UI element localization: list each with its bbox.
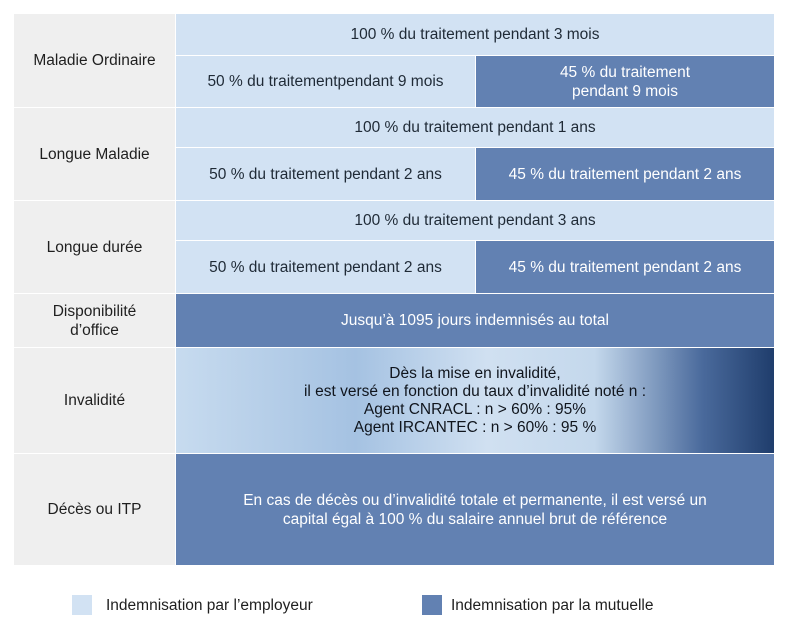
invalidite-line1: Dès la mise en invalidité,: [389, 364, 561, 382]
legend-employer-label: Indemnisation par l’employeur: [106, 597, 313, 614]
longue-maladie-employer-cell: 50 % du traitement pendant 2 ans: [176, 148, 475, 200]
invalidite-line3: Agent CNRACL : n > 60% : 95%: [363, 400, 587, 418]
row-label-longue-duree: Longue durée: [14, 201, 175, 293]
legend-mutual-swatch: [422, 595, 442, 615]
row-label-invalidite: Invalidité: [14, 348, 175, 453]
deces-line1: En cas de décès ou d’invalidité totale et permanente, il est versé un: [243, 491, 707, 509]
legend-mutual-label: Indemnisation par la mutuelle: [451, 597, 654, 614]
row-label-longue-maladie: Longue Maladie: [14, 108, 175, 200]
longue-duree-full-cell: 100 % du traitement pendant 3 ans: [176, 201, 774, 240]
employer-text-line1: 50 % du traitement: [207, 73, 338, 90]
longue-maladie-mutual-cell: 45 % du traitement pendant 2 ans: [476, 148, 774, 200]
row-label-maladie-ordinaire: Maladie Ordinaire: [14, 14, 175, 107]
mutual-text-line1: 45 % du traitement: [559, 63, 691, 81]
mutual-text-line2: pendant 9 mois: [572, 82, 678, 100]
row-label-disponibilite: [14, 294, 175, 347]
legend-employer-swatch: [72, 595, 92, 615]
maladie-ordinaire-employer-cell: [176, 56, 475, 107]
invalidite-gradient-cell: [176, 348, 774, 453]
label-line1: Disponibilité: [52, 302, 137, 320]
longue-maladie-full-cell: 100 % du traitement pendant 1 ans: [176, 108, 774, 147]
label-line2: d’office: [70, 321, 119, 339]
longue-duree-mutual-cell: 45 % du traitement pendant 2 ans: [476, 241, 774, 293]
employer-text-line2: pendant 9 mois: [337, 73, 444, 90]
longue-duree-employer-cell: 50 % du traitement pendant 2 ans: [176, 241, 475, 293]
disponibilite-mutual-cell: Jusqu’à 1095 jours indemnisés au total: [176, 294, 774, 347]
invalidite-line4: Agent IRCANTEC : n > 60% : 95 %: [353, 418, 597, 436]
maladie-ordinaire-full-cell: 100 % du traitement pendant 3 mois: [176, 14, 774, 55]
row-label-deces: Décès ou ITP: [14, 454, 175, 565]
deces-line2: capital égal à 100 % du salaire annuel brut de référence: [282, 510, 668, 528]
maladie-ordinaire-mutual-cell: [476, 56, 774, 107]
invalidite-line2: il est versé en fonction du taux d’invalidité noté n :: [303, 382, 647, 400]
deces-mutual-cell: [176, 454, 774, 565]
